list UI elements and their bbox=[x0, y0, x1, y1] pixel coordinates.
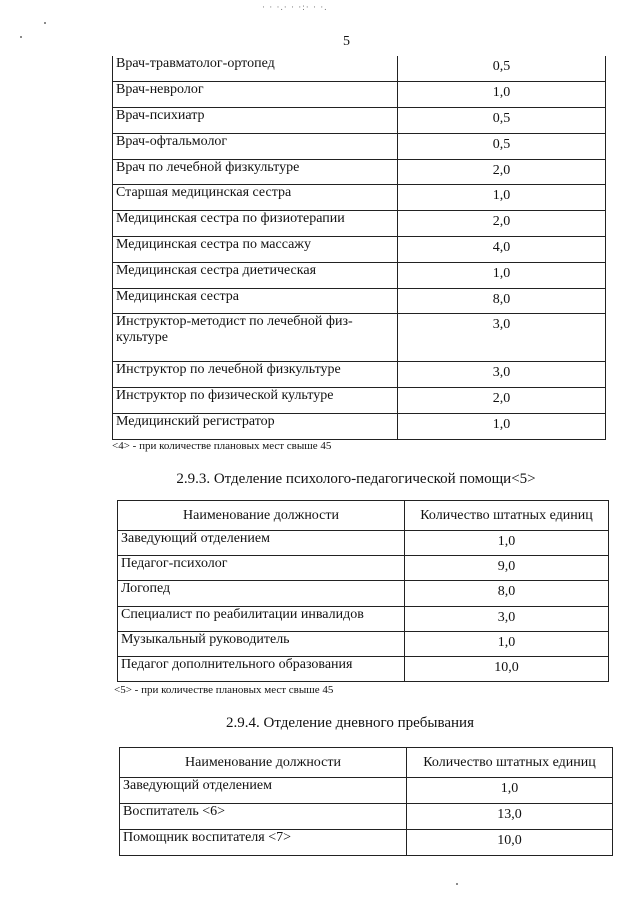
position-cell: Педагог-психолог bbox=[118, 556, 405, 581]
count-cell: 1,0 bbox=[407, 778, 613, 804]
table-row bbox=[118, 606, 609, 631]
position-cell: Медицинская сестра bbox=[113, 288, 398, 314]
column-header-count: Количество штатных единиц bbox=[407, 748, 613, 778]
count-cell: 1,0 bbox=[398, 185, 606, 211]
count-cell: 1,0 bbox=[405, 631, 609, 656]
table-row bbox=[118, 656, 609, 681]
column-header-position: Наименование должности bbox=[118, 501, 405, 531]
column-header-position: Наименование должности bbox=[120, 748, 407, 778]
position-cell: Врач-невролог bbox=[113, 82, 398, 108]
count-cell: 1,0 bbox=[398, 262, 606, 288]
count-cell: 3,0 bbox=[405, 606, 609, 631]
position-cell: Врач-травматолог-ортопед bbox=[113, 56, 398, 82]
count-cell: 1,0 bbox=[398, 82, 606, 108]
position-cell: Воспитатель <6> bbox=[120, 804, 407, 830]
position-cell: Инструктор-методист по лечебной физ-культуре bbox=[113, 314, 398, 362]
footnote-5: <5> - при количестве плановых мест свыше 45 bbox=[114, 684, 334, 696]
position-cell: Инструктор по лечебной физкультуре bbox=[113, 362, 398, 388]
count-cell: 1,0 bbox=[398, 414, 606, 440]
table-row bbox=[113, 56, 606, 82]
count-cell: 0,5 bbox=[398, 56, 606, 82]
count-cell: 0,5 bbox=[398, 133, 606, 159]
table-row bbox=[120, 804, 613, 830]
count-cell: 0,5 bbox=[398, 108, 606, 134]
count-cell: 4,0 bbox=[398, 237, 606, 263]
staff-table-continued bbox=[112, 56, 606, 440]
count-cell: 2,0 bbox=[398, 211, 606, 237]
table-header-row bbox=[120, 748, 613, 778]
position-cell: Медицинская сестра диетическая bbox=[113, 262, 398, 288]
table-row bbox=[118, 581, 609, 606]
count-cell: 2,0 bbox=[398, 159, 606, 185]
position-cell: Инструктор по физической культуре bbox=[113, 388, 398, 414]
count-cell: 10,0 bbox=[407, 830, 613, 856]
table-row bbox=[113, 414, 606, 440]
count-cell: 1,0 bbox=[405, 531, 609, 556]
position-cell: Логопед bbox=[118, 581, 405, 606]
scan-speck bbox=[456, 883, 458, 885]
table-row bbox=[113, 288, 606, 314]
table-row bbox=[120, 778, 613, 804]
staff-table-psych bbox=[117, 500, 609, 682]
table-row bbox=[113, 159, 606, 185]
position-cell: Медицинская сестра по массажу bbox=[113, 237, 398, 263]
footnote-4: <4> - при количестве плановых мест свыше 45 bbox=[112, 440, 332, 452]
table-row bbox=[113, 262, 606, 288]
count-cell: 2,0 bbox=[398, 388, 606, 414]
position-cell: Музыкальный руководитель bbox=[118, 631, 405, 656]
position-cell: Медицинский регистратор bbox=[113, 414, 398, 440]
count-cell: 13,0 bbox=[407, 804, 613, 830]
position-cell: Специалист по реабилитации инвалидов bbox=[118, 606, 405, 631]
staff-table-day-care bbox=[119, 747, 613, 856]
table-row bbox=[118, 631, 609, 656]
table-row bbox=[113, 211, 606, 237]
table-row bbox=[118, 556, 609, 581]
position-cell: Педагог дополнительного образования bbox=[118, 656, 405, 681]
table-row bbox=[113, 388, 606, 414]
count-cell: 10,0 bbox=[405, 656, 609, 681]
scan-noise: · · ·.· · ·:· · ·. bbox=[262, 2, 328, 12]
table-header-row bbox=[118, 501, 609, 531]
position-cell: Заведующий отделением bbox=[118, 531, 405, 556]
table-row bbox=[118, 531, 609, 556]
table-row bbox=[113, 185, 606, 211]
column-header-count: Количество штатных единиц bbox=[405, 501, 609, 531]
position-cell: Врач-психиатр bbox=[113, 108, 398, 134]
scan-speck bbox=[20, 36, 22, 38]
table-row bbox=[113, 108, 606, 134]
position-cell: Заведующий отделением bbox=[120, 778, 407, 804]
count-cell: 8,0 bbox=[405, 581, 609, 606]
position-cell: Медицинская сестра по физиотерапии bbox=[113, 211, 398, 237]
count-cell: 8,0 bbox=[398, 288, 606, 314]
page-number: 5 bbox=[343, 34, 350, 49]
count-cell: 3,0 bbox=[398, 314, 606, 362]
position-cell: Помощник воспитателя <7> bbox=[120, 830, 407, 856]
table-row bbox=[113, 314, 606, 362]
table-row bbox=[113, 237, 606, 263]
table-row bbox=[113, 133, 606, 159]
section-title: 2.9.4. Отделение дневного пребывания bbox=[226, 715, 474, 731]
count-cell: 9,0 bbox=[405, 556, 609, 581]
position-cell: Врач по лечебной физкультуре bbox=[113, 159, 398, 185]
position-cell: Врач-офтальмолог bbox=[113, 133, 398, 159]
table-row bbox=[113, 362, 606, 388]
table-row bbox=[113, 82, 606, 108]
position-cell: Старшая медицинская сестра bbox=[113, 185, 398, 211]
table-row bbox=[120, 830, 613, 856]
count-cell: 3,0 bbox=[398, 362, 606, 388]
scan-speck bbox=[44, 22, 46, 24]
section-title: 2.9.3. Отделение психолого-педагогической помощи<5> bbox=[176, 471, 536, 487]
